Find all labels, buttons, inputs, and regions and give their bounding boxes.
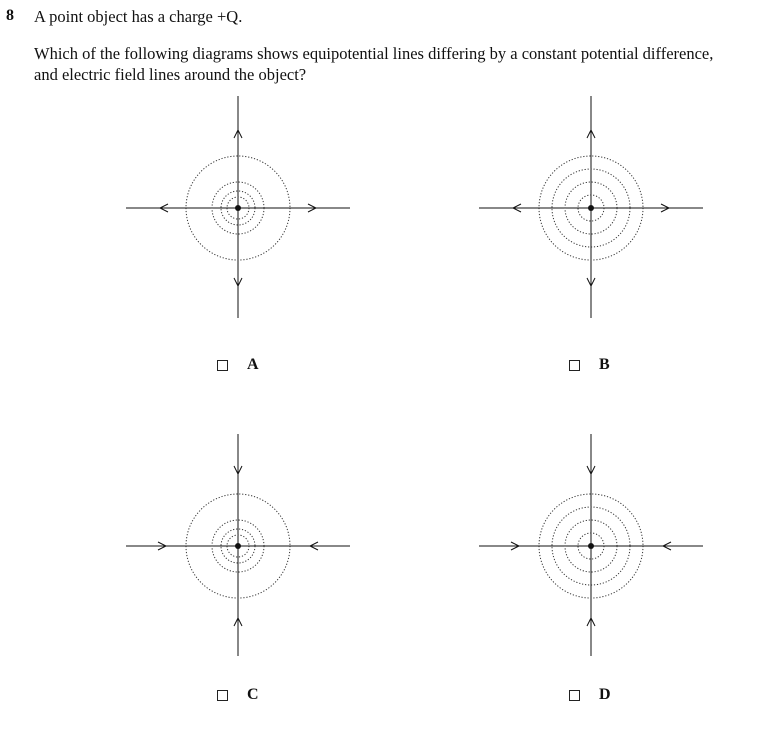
option-c-label: C [247, 686, 259, 703]
question-stem: A point object has a charge +Q. [34, 7, 243, 26]
question-number: 8 [6, 7, 14, 24]
diagram-b [479, 96, 703, 318]
diagram-a [126, 96, 350, 318]
option-a-checkbox[interactable] [217, 360, 228, 371]
option-a-label: A [247, 356, 259, 373]
option-d[interactable] [569, 686, 611, 704]
point-charge [588, 543, 594, 549]
option-d-checkbox[interactable] [569, 690, 580, 701]
option-b[interactable] [569, 356, 610, 374]
option-c-checkbox[interactable] [217, 690, 228, 701]
option-b-checkbox[interactable] [569, 360, 580, 371]
point-charge [588, 205, 594, 211]
option-d-label: D [599, 686, 611, 703]
option-a[interactable] [217, 356, 259, 374]
diagram-c [126, 434, 350, 656]
option-c[interactable] [217, 686, 259, 704]
option-b-label: B [599, 356, 610, 373]
diagram-d [479, 434, 703, 656]
question-text: Which of the following diagrams shows equipotential lines differing by a constant potential difference, and electric field lines around the object? [34, 44, 714, 84]
point-charge [235, 205, 241, 211]
point-charge [235, 543, 241, 549]
